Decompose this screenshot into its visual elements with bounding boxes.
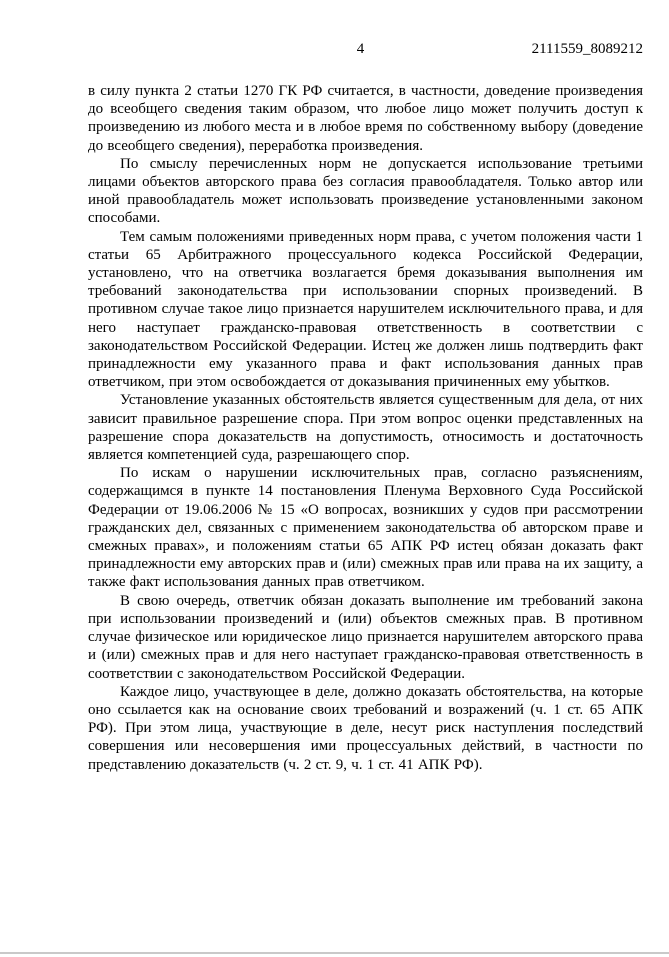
page-number: 4 <box>356 41 365 57</box>
paragraph: Установление указанных обстоятельств является существенным для дела, от них зависит правильное разрешение спора. При этом вопрос оценки представленных на разрешение спора доказательств на допустимость, относимость и достаточность является компетенцией суда, разрешающего спор. <box>88 392 643 464</box>
window-bottom-edge <box>0 952 669 954</box>
paragraph: В свою очередь, ответчик обязан доказать выполнение им требований закона при использовании произведений и (или) объектов смежных прав. В противном случае физическое или юридическое лицо признается нарушителем авторского права и (или) смежных прав и для него наступает гражданско-правовая ответственность в соответствии с законодательством Российской Федерации. <box>88 592 643 682</box>
paragraph: По смыслу перечисленных норм не допускается использование третьими лицами объектов авторского права без согласия правообладателя. Только автор или иной правообладатель может использовать произведение установленными законом способами. <box>88 155 643 227</box>
paragraph: По искам о нарушении исключительных прав, согласно разъяснениям, содержащимся в пункте 14 постановления Пленума Верховного Суда Российской Федерации от 19.06.2006 № 15 «О вопросах, возникших у судов при рассмотрении гражданских дел, связанных с применением законодательства об авторском праве и смежных правах», и положениям статьи 65 АПК РФ истец обязан доказать факт принадлежности ему авторских прав и (или) смежных прав или права на их защиту, а также факт использования данных прав ответчиком. <box>88 465 643 591</box>
paragraph: Каждое лицо, участвующее в деле, должно доказать обстоятельства, на которые оно ссылается как на основание своих требований и возражений (ч. 1 ст. 65 АПК РФ). При этом лица, участвующие в деле, несут риск наступления последствий совершения или несовершения ими процессуальных действий, в частности по представлению доказательств (ч. 2 ст. 9, ч. 1 ст. 41 АПК РФ). <box>88 683 643 773</box>
paragraph: Тем самым положениями приведенных норм права, с учетом положения части 1 статьи 65 Арбитражного процессуального кодекса Российской Федерации, установлено, что на ответчика возлагается бремя доказывания выполнения им требований законодательства при использовании спорных произведений. В противном случае такое лицо признается нарушителем исключительного права, и для него наступает гражданско-правовая ответственность в соответствии с законодательством Российской Федерации. Истец же должен лишь подтвердить факт принадлежности ему указанного права и факт использования данных прав ответчиком, при этом освобождается от доказывания причиненных ему убытков. <box>88 228 643 391</box>
text-column <box>88 40 643 774</box>
document-body <box>88 82 643 774</box>
paragraph-continuation: в силу пункта 2 статьи 1270 ГК РФ считается, в частности, доведение произведения до всеобщего сведения таким образом, что любое лицо может получить доступ к произведению из любого места и в любое время по собственному выбору (доведение до всеобщего сведения), переработка произведения. <box>88 83 643 154</box>
page-header <box>88 40 643 58</box>
document-id: 2111559_8089212 <box>531 41 643 57</box>
